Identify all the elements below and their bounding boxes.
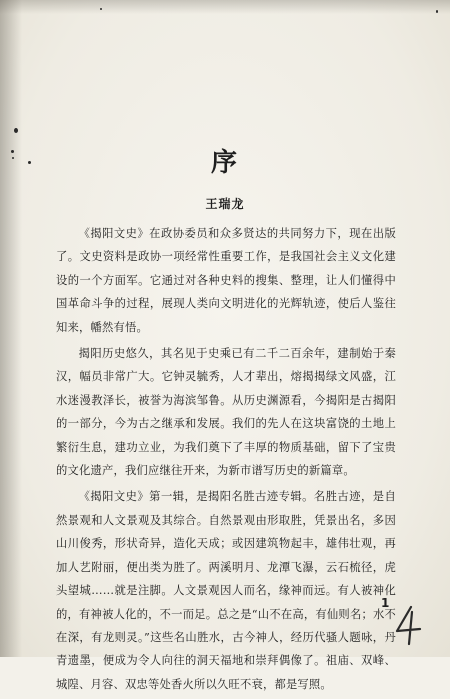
top-edge-shadow — [0, 0, 450, 14]
author-name: 王瑞龙 — [205, 197, 245, 211]
binding-shadow — [0, 0, 22, 657]
paragraph: 《揭阳文史》第一辑，是揭阳名胜古迹专辑。名胜古迹，是自然景观和人文景观及其综合。自然景观由形取胜，凭景出名，多因山川俊秀，形状奇异，造化天成；或因建筑物起丰，雄伟壮观，再加人艺附丽，便出类为胜了。两溪明月、龙潭飞瀑，云石梳径，虎头望城……就是注脚。人文景观因人而名，缘神而远。有人被神化的，有神被人化的，不一而足。总之是“山不在高，有仙则名；水不在深，有龙则灵。”这些名山胜水，古今神人，经历代骚人题咏，丹青遗墨，便成为令人向往的洞天福地和崇拜偶像了。祖庙、双峰、城隍、月容、双忠等处香火所以久旺不衰，都是写照。 — [56, 490, 396, 691]
handwritten-number-mark — [391, 604, 425, 646]
ink-speck — [14, 128, 18, 133]
page-number: 1 — [381, 596, 390, 610]
body-text — [56, 222, 396, 699]
paragraph: 《揭阳文史》在政协委员和众多贤达的共同努力下，现在出版了。文史资料是政协一项经常性重要工作，是我国社会主义文化建设的一个方面军。它通过对各种史料的搜集、整理，让人们懂得中国革命斗争的过程，展现人类向文明进化的光辉轨迹，使后人鉴往知来，幡然有悟。 — [56, 227, 396, 334]
ink-speck — [436, 10, 438, 13]
page-title: 序 — [210, 148, 239, 178]
ink-speck — [100, 8, 102, 10]
paragraph: 揭阳历史悠久，其名见于史乘已有二千二百余年，建制始于秦汉，幅员非常广大。它钟灵毓秀，人才辈出，熔揭揭绿文风盛，江水迷漫教泽长，被誉为海滨邹鲁。从历史渊源看，今揭阳是古揭阳的一部分，今为古之继承和发展。我们的先人在这块富饶的土地上繁衍生息，建功立业，为我们奠下了丰厚的物质基础，留下了宝贵的文化遗产，我们应继往开来，为新市谱写历史的新篇章。 — [56, 347, 396, 478]
